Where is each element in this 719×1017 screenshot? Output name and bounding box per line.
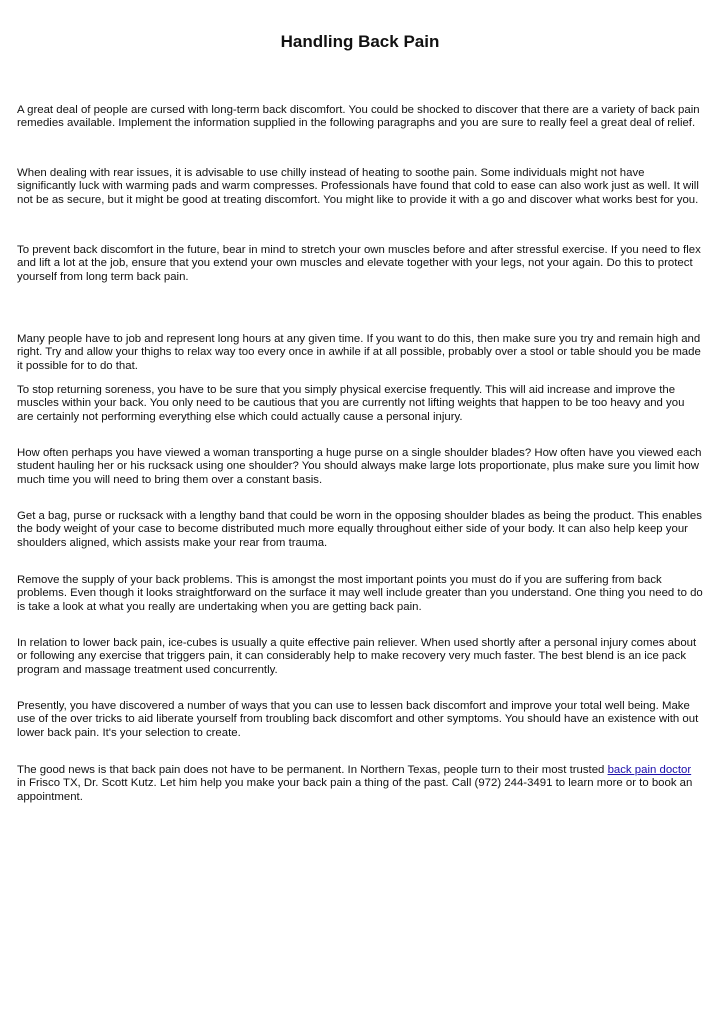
paragraph-exercise: To stop returning soreness, you have to be sure that you simply physical exercise frequently. This will aid increase and improve the muscles within your back. You only need to be cautious that you are currently not lifting weights that happen to be too heavy and you are certainly not performing everything else which could actually cause a personal injury. xyxy=(17,384,685,423)
paragraph-cold-vs-heat: When dealing with rear issues, it is advisable to use chilly instead of heating to soothe pain. Some individuals might not have significantly luck with warming pads and warm compresses. Professionals have found that cold to ease can also work just as well. It will not be as secure, but it might be good at treating discomfort. You might like to provide it with a go and discover what works best for you. xyxy=(17,167,699,206)
back-pain-doctor-link[interactable]: back pain doctor xyxy=(607,764,692,776)
closing-text-after: in Frisco TX, Dr. Scott Kutz. Let him help you make your back pain a thing of the past. Call (972) 244-3491 to learn more or to book an appointment. xyxy=(17,777,693,803)
paragraph-stretching: To prevent back discomfort in the future, bear in mind to stretch your own muscles before and after stressful exercise. If you need to flex and lift a lot at the job, ensure that you extend your own muscles and elevate together with your legs, not your again. Do this to protect yourself from long term back pain. xyxy=(17,244,701,283)
paragraph-intro: A great deal of people are cursed with long-term back discomfort. You could be shocked to discover that there are a variety of back pain remedies available. Implement the information supplied in the following paragraphs and you are sure to really feel a great deal of relief. xyxy=(17,104,700,130)
paragraph-source-of-problem: Remove the supply of your back problems. This is amongst the most important points you must do if you are suffering from back problems. Even though it looks straightforward on the surface it may well include greater than you understand. One thing you need to do is take a look at what you really are undertaking when you are getting back pain. xyxy=(17,574,703,613)
paragraph-ice: In relation to lower back pain, ice-cubes is usually a quite effective pain reliever. When used shortly after a personal injury comes about or following any exercise that triggers pain, it can considerably help to make recovery very much faster. The best blend is an ice pack program and massage treatment used concurrently. xyxy=(17,637,697,676)
paragraph-standing: Many people have to job and represent long hours at any given time. If you want to do this, then make sure you try and remain high and right. Try and allow your thighs to relax way too every once in awhile if at all possible, probably over a stool or table should you be made it possible for to do that. xyxy=(17,333,701,372)
closing-text-before: The good news is that back pain does not have to be permanent. In Northern Texas, people turn to their most trusted xyxy=(17,764,608,776)
paragraph-closing xyxy=(17,764,703,804)
paragraph-summary: Presently, you have discovered a number of ways that you can use to lessen back discomfort and improve your total well being. Make use of the over tricks to aid liberate yourself from troubling back discomfort and other symptoms. You should have an existence with out lower back pain. It's your selection to create. xyxy=(17,700,699,739)
page-title: Handling Back Pain xyxy=(280,32,440,51)
paragraph-purse-loads: How often perhaps you have viewed a woman transporting a huge purse on a single shoulder blades? How often have you viewed each student hauling her or his rucksack using one shoulder? You should always make large lots proportionate, plus make sure you limit how much time you will need to bring them over a constant basis. xyxy=(17,447,702,486)
paragraph-bag-strap: Get a bag, purse or rucksack with a lengthy band that could be worn in the opposing shoulder blades as being the product. This enables the body weight of your case to become distributed much more equally throughout either side of your body. It can also help keep your shoulders aligned, which assists make your rear from trauma. xyxy=(17,510,702,549)
